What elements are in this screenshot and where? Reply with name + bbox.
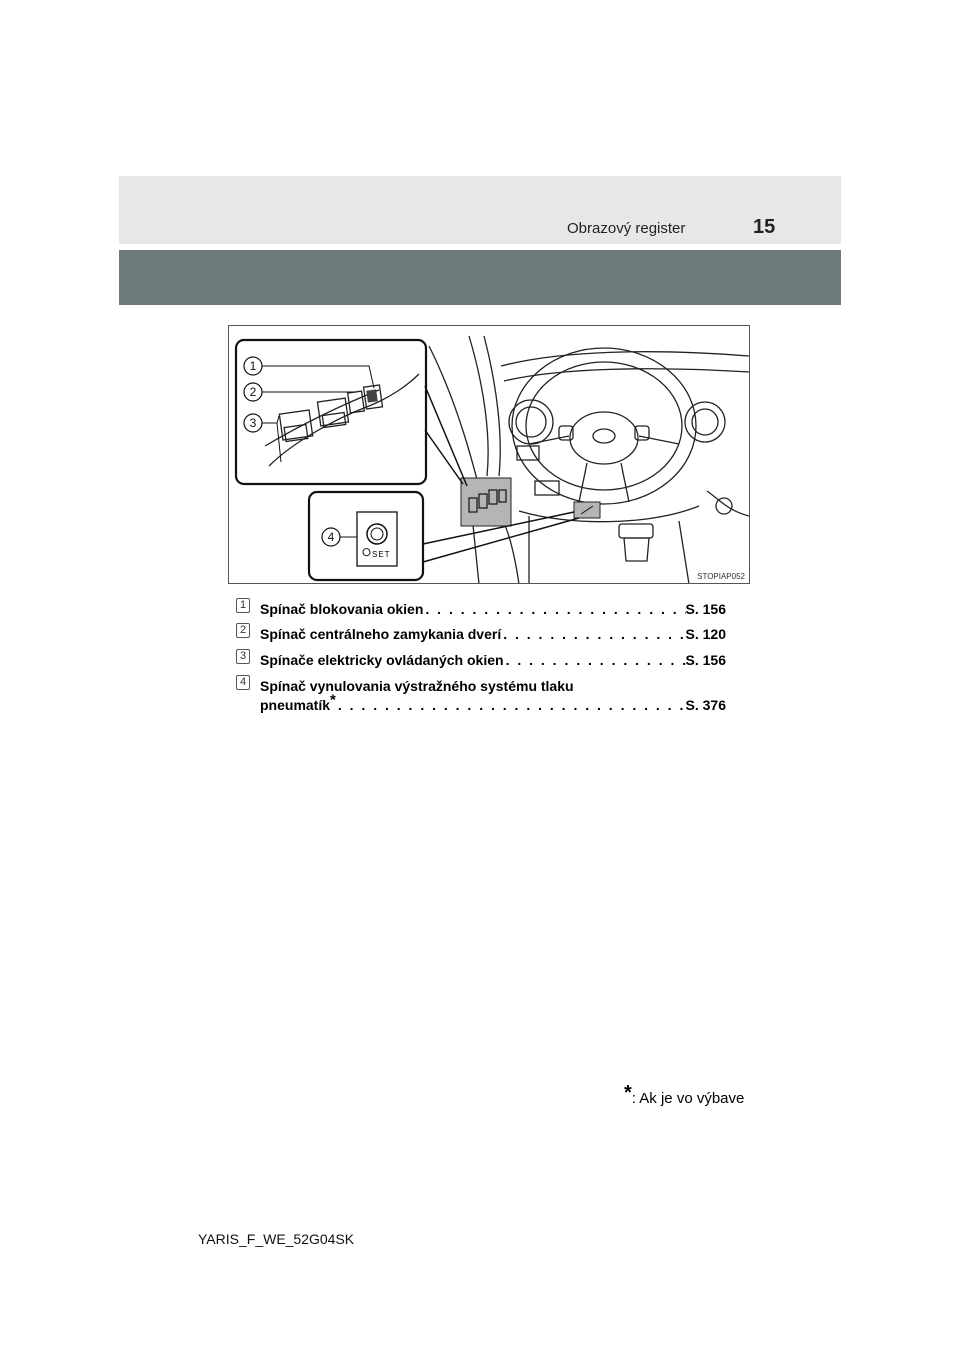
dot-leader [501,626,685,642]
page-number: 15 [753,216,776,238]
dashboard-illustration [228,325,750,584]
set-button-label: SET [372,550,391,559]
dot-leader [336,697,686,713]
legend-number-2: 2 [236,623,250,638]
legend-number-1: 1 [236,598,250,613]
dot-leader [423,601,685,617]
callout-1-number: 1 [249,359,257,373]
figure-code: STOPIAP052 [697,572,745,581]
header-band [119,176,841,244]
legend-label: Spínač vynulovania výstražného systému tlaku [260,678,574,694]
footnote-text: : Ak je vo výbave [631,1090,745,1107]
legend-label: Spínače elektricky ovládaných okien [260,652,504,668]
legend-label: Spínač blokovania okien [260,601,424,617]
legend-label-continued: pneumatík* [260,691,336,713]
page-reference: S. 376 [685,697,726,713]
callout-4-number: 4 [327,530,335,544]
dashboard-drawing [229,326,750,584]
callout-2-number: 2 [249,385,257,399]
section-band [119,250,841,305]
dot-leader [504,652,686,668]
document-code: YARIS_F_WE_52G04SK [198,1231,355,1247]
page-reference: S. 156 [685,601,726,617]
page-reference: S. 156 [685,652,726,668]
legend-number-3: 3 [236,649,250,664]
page-reference: S. 120 [685,626,726,642]
footnote [624,1082,744,1107]
legend-label: Spínač centrálneho zamykania dverí [260,626,502,642]
callout-3-number: 3 [249,416,257,430]
footnote-marker: * [624,1082,632,1104]
section-title: Obrazový register [567,220,686,237]
legend-number-4: 4 [236,675,250,690]
footnote-marker: * [330,691,336,709]
